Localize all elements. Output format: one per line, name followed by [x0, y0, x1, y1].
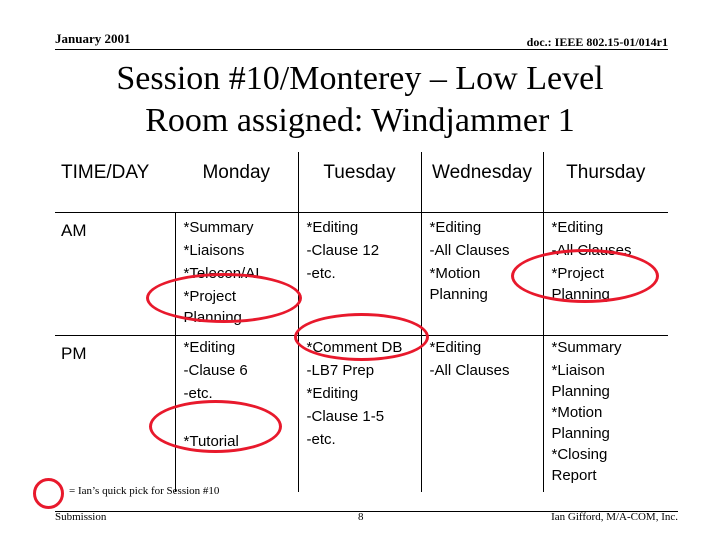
slide-title: [0, 58, 720, 142]
cell-line: *Editing: [429, 339, 482, 356]
cell-am-wednesday: [421, 213, 543, 336]
cell-pm-thursday: [543, 336, 668, 493]
header-cell-time-day: TIME/DAY: [55, 152, 175, 213]
cell-line: *Summary: [551, 339, 622, 356]
footer-author: Ian Gifford, M/A-COM, Inc.: [551, 511, 678, 523]
cell-line: *Editing: [306, 219, 359, 236]
cell-line: *Editing: [429, 219, 482, 236]
cell-line: *Telecon/AI: [183, 265, 260, 282]
cell-line: -All Clauses: [429, 242, 510, 259]
schedule-row-pm: [55, 336, 668, 493]
cell-line: *Liaisons: [183, 242, 245, 259]
cell-am-monday: [175, 213, 298, 336]
cell-line: *Motion: [551, 404, 603, 421]
cell-line: *Liaison: [551, 362, 605, 379]
cell-line: *Editing: [306, 385, 359, 402]
cell-line: *Comment DB: [306, 339, 403, 356]
cell-line: -etc.: [183, 385, 213, 402]
time-label-pm: PM: [61, 344, 87, 363]
cell-line: Planning: [551, 425, 610, 442]
cell-line: *Project: [183, 288, 237, 305]
title-line-2: Room assigned: Windjammer 1: [145, 102, 575, 139]
header-cell-thursday: Thursday: [543, 152, 668, 213]
cell-line: -Clause 12: [306, 242, 380, 259]
cell-line: *Editing: [183, 339, 236, 356]
cell-line: Planning: [429, 286, 488, 303]
cell-am-thursday: [543, 213, 668, 336]
time-label-am: AM: [55, 213, 175, 336]
cell-line: Report: [551, 467, 597, 484]
cell-line: -LB7 Prep: [306, 362, 375, 379]
header-date: January 2001: [55, 31, 131, 46]
schedule-header-row: [55, 152, 668, 213]
cell-line: Planning: [551, 383, 610, 400]
header-cell-monday: Monday: [175, 152, 298, 213]
cell-am-tuesday: [298, 213, 421, 336]
cell-line: *Project: [551, 265, 605, 282]
cell-spacer: [184, 405, 298, 430]
cell-line: -Clause 6: [183, 362, 248, 379]
legend-text: = Ian’s quick pick for Session #10: [69, 485, 220, 497]
cell-line: -Clause 1-5: [306, 408, 385, 425]
title-line-1: Session #10/Monterey – Low Level: [116, 60, 604, 97]
cell-line: *Motion: [429, 265, 481, 282]
cell-line: *Editing: [551, 219, 604, 236]
header-doc-id: doc.: IEEE 802.15-01/014r1: [526, 35, 668, 49]
header-cell-wednesday: Wednesday: [421, 152, 543, 213]
cell-pm-tuesday: [298, 336, 421, 493]
header-cell-tuesday: Tuesday: [298, 152, 421, 213]
cell-pm-wednesday: [421, 336, 543, 493]
cell-line: -All Clauses: [429, 362, 510, 379]
legend-circle-icon: [33, 478, 64, 509]
cell-line: -All Clauses: [551, 242, 632, 259]
schedule-row-am: [55, 213, 668, 336]
cell-line: *Closing: [551, 446, 608, 463]
header-rule: [55, 49, 668, 50]
footer-page-number: 8: [358, 511, 364, 523]
cell-line: Planning: [183, 309, 242, 326]
cell-line: -etc.: [306, 431, 336, 448]
cell-line: -etc.: [306, 265, 336, 282]
cell-line: Planning: [551, 286, 610, 303]
footer-submission: Submission: [55, 511, 107, 523]
cell-line: *Summary: [183, 219, 254, 236]
cell-pm-monday: [175, 336, 298, 493]
schedule-table: [55, 152, 668, 492]
cell-line: *Tutorial: [183, 433, 239, 450]
